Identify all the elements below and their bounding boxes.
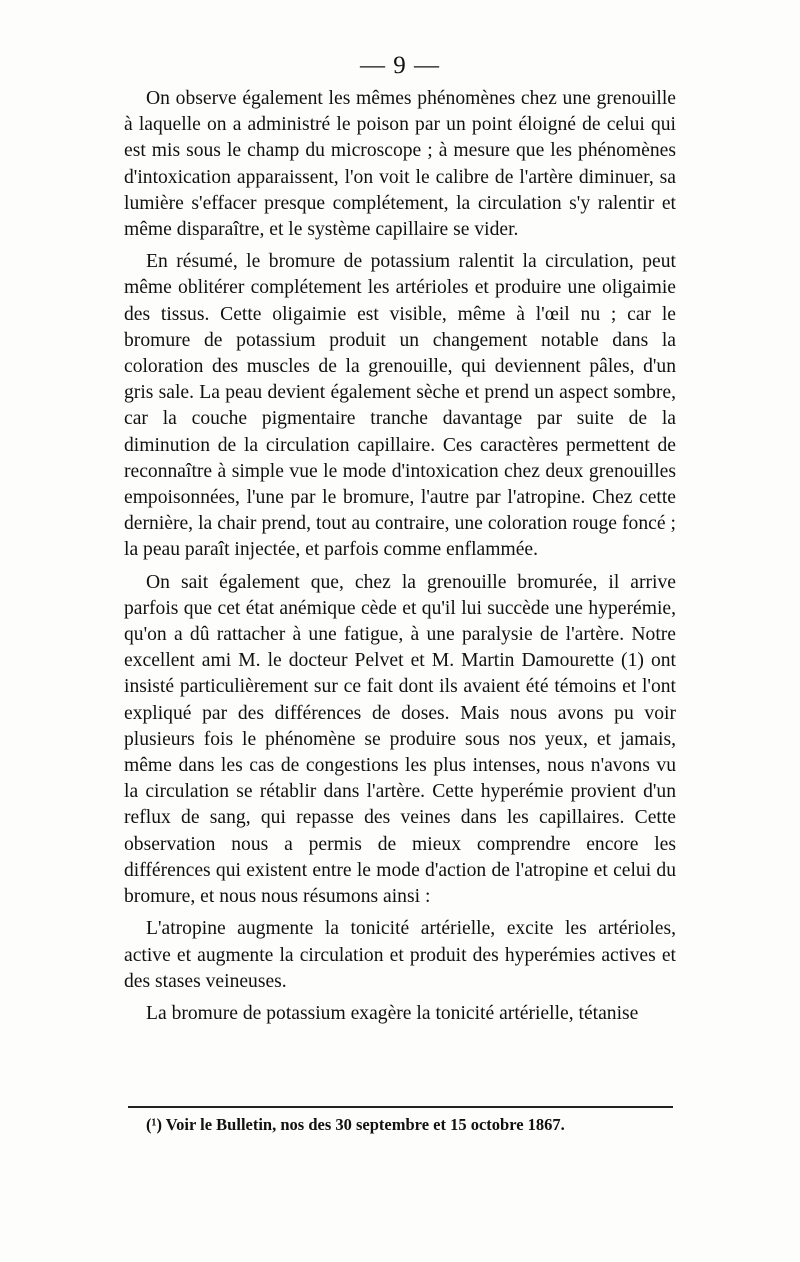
paragraph-bromure: La bromure de potassium exagère la tonicité artérielle, tétanise — [146, 1002, 639, 1024]
paragraph-hyperemia: On sait également que, chez la grenouille bromurée, il arrive parfois que cet état anémique cède et qu'il lui succède une hyperémie, qu'on a dû rattacher à une fatigue, à une paralysie de l'artère. Notre excellent ami M. le docteur Pelvet et M. Martin Damourette (1) ont insisté particulièrement sur ce fait dont ils avaient été témoins et l'ont expliqué par des différences de doses. Mais nous avons pu voir plusieurs fois le phénomène se produire sous nos yeux, et jamais, même dans les cas de congestions les plus intenses, nous n'avons vu la circulation se rétablir dans l'artère. Cette hyperémie provient d'un reflux de sang, qui repasse des veines dans les capillaires. Cette observation nous a permis de mieux comprendre encore les différences qui existent entre le mode d'action de l'atropine et celui du bromure, et nous nous résumons ainsi : — [124, 571, 676, 908]
paragraph-observation: On observe également les mêmes phénomènes chez une grenouille à laquelle on a administré le poison par un point éloigné de celui qui est mis sous le champ du microscope ; à mesure que les phénomènes d'intoxication apparaissent, l'on voit le calibre de l'artère diminuer, sa lumière s'effacer presque complétement, la circulation s'y ralentir et même disparaître, et le système capillaire se vider. — [124, 88, 676, 241]
body-text — [124, 86, 676, 1033]
paragraph-atropine: L'atropine augmente la tonicité artérielle, excite les artérioles, active et augmente la circulation et produit des hyperémies actives et des stases veineuses. — [124, 918, 676, 992]
footnote: (¹) Voir le Bulletin, nos des 30 septembre et 15 octobre 1867. — [146, 1115, 565, 1134]
footnote-divider — [128, 1106, 673, 1108]
page-number: — 9 — — [360, 52, 440, 79]
paragraph-summary: En résumé, le bromure de potassium ralentit la circulation, peut même oblitérer complétement les artérioles et produire une oligaimie des tissus. Cette oligaimie est visible, même à l'œil nu ; car le bromure de potassium produit un changement notable dans la coloration des muscles de la grenouille, qui deviennent pâles, d'un gris sale. La peau devient également sèche et prend un aspect sombre, car la couche pigmentaire tranche davantage par suite de la diminution de la circulation capillaire. Ces caractères permettent de reconnaître à simple vue le mode d'intoxication chez deux grenouilles empoisonnées, l'une par le bromure, l'autre par l'atropine. Chez cette dernière, la chair prend, tout au contraire, une coloration rouge foncé ; la peau paraît injectée, et parfois comme enflammée. — [124, 251, 676, 561]
